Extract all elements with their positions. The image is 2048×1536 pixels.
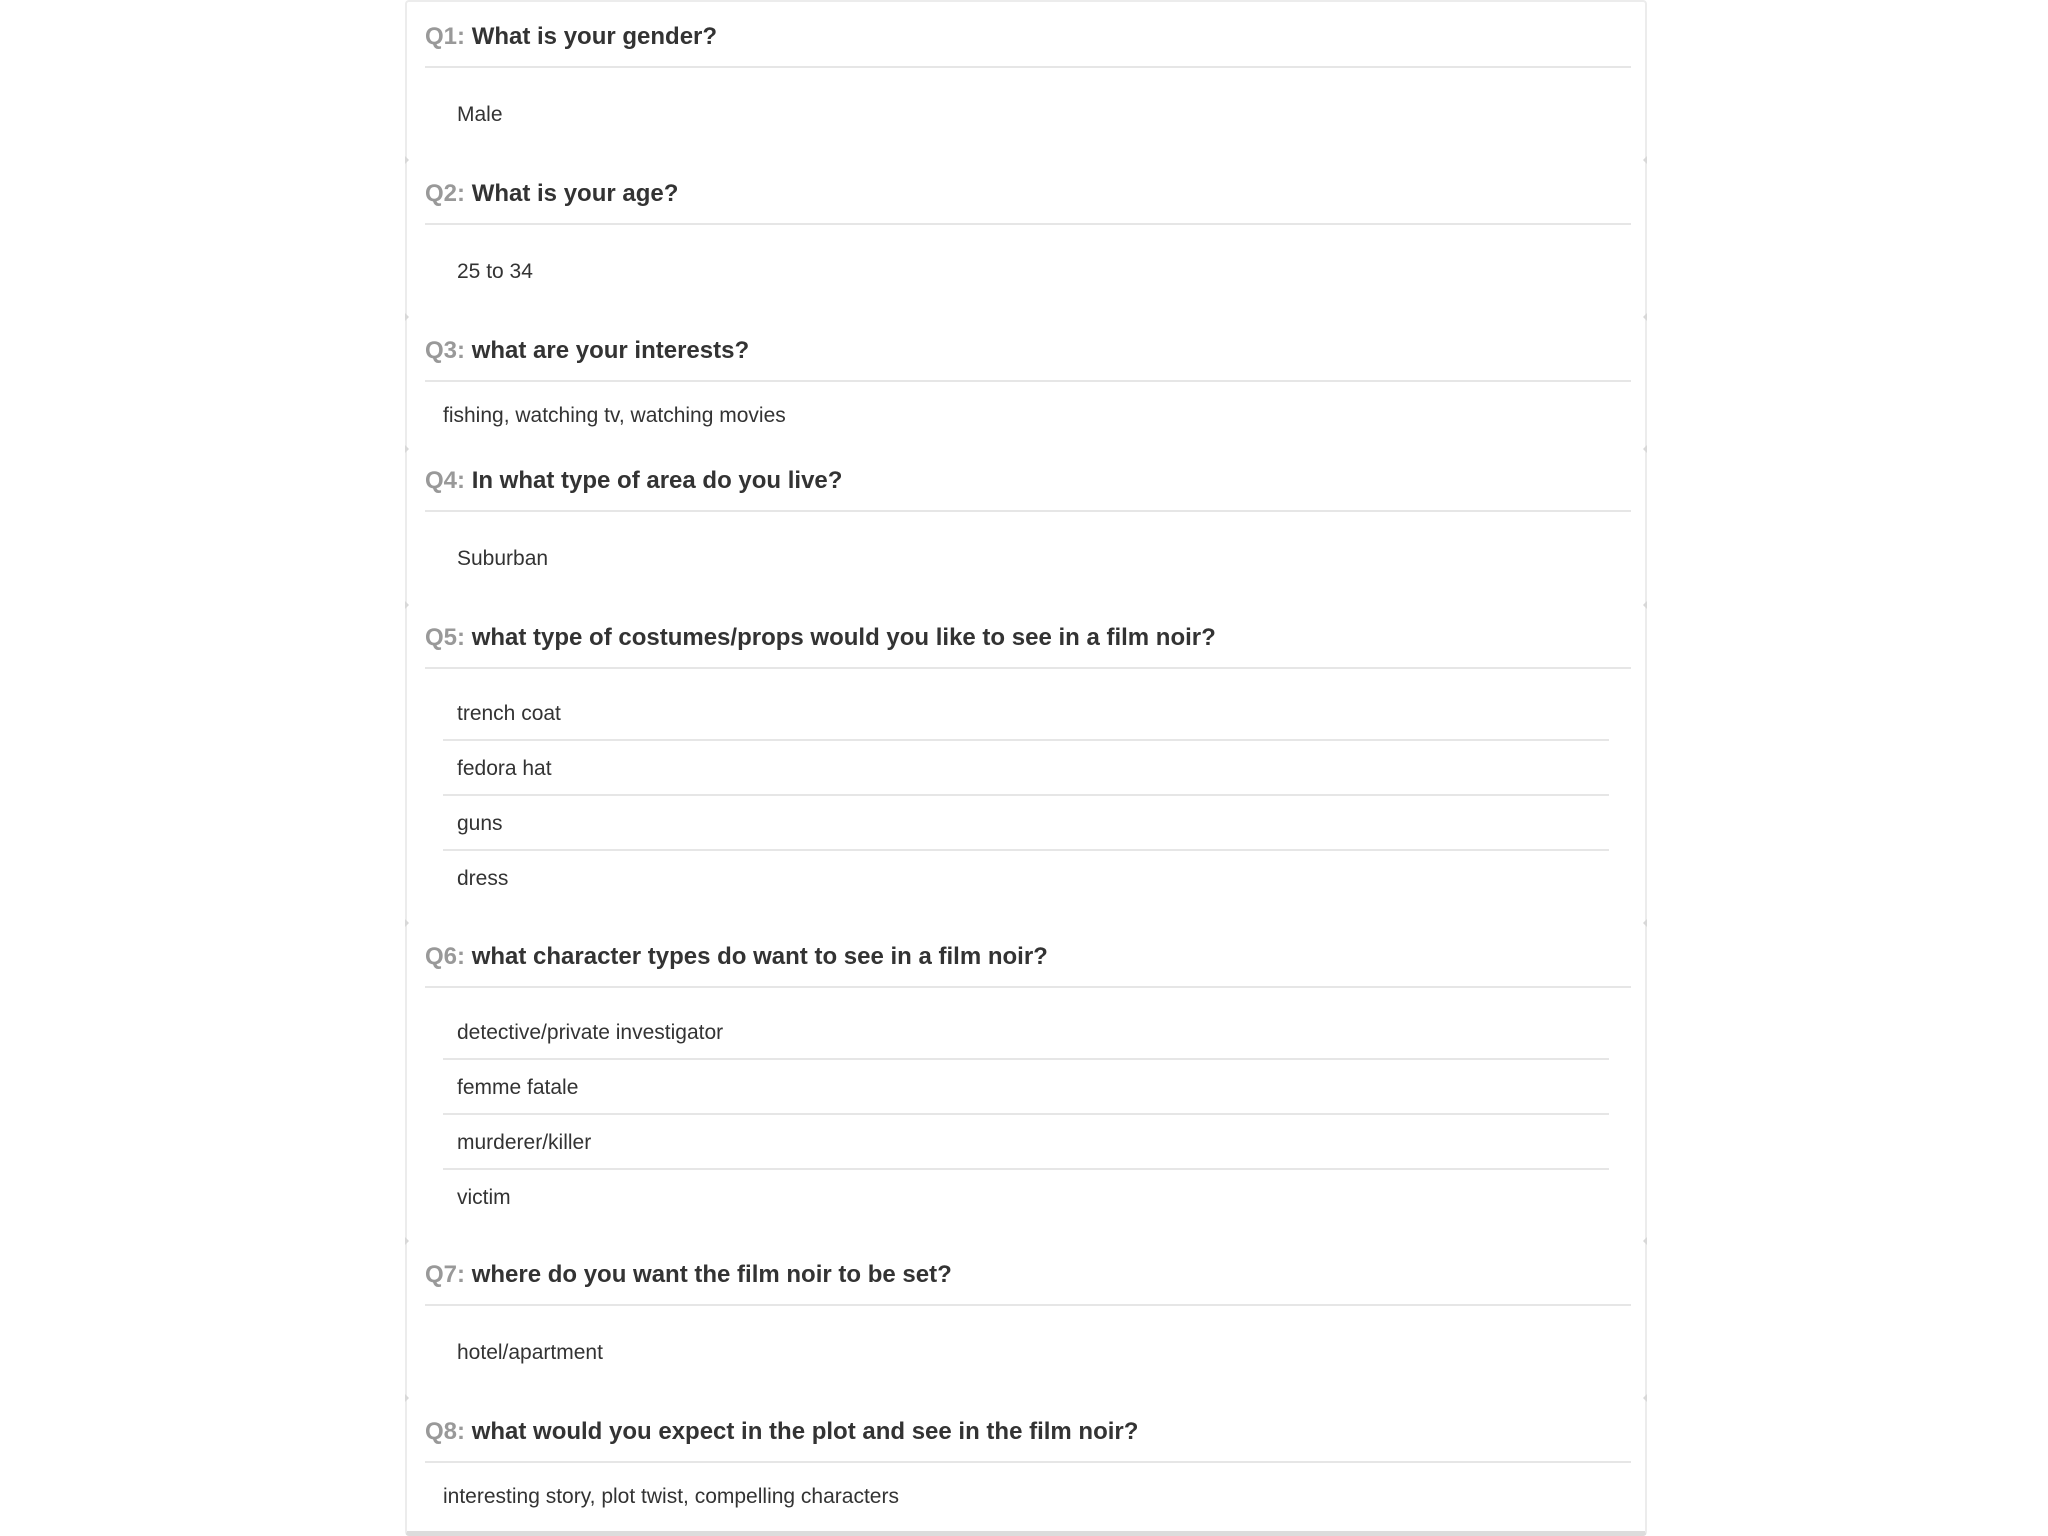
answer: hotel/apartment bbox=[457, 1341, 603, 1364]
question-number: Q4: bbox=[425, 467, 466, 494]
answer-item bbox=[443, 851, 1609, 906]
question-header bbox=[425, 159, 1631, 225]
separator-marker bbox=[1643, 445, 1647, 453]
separator-marker bbox=[1643, 919, 1647, 927]
separator-marker bbox=[405, 313, 409, 321]
question-title bbox=[425, 467, 842, 495]
question-title bbox=[425, 1418, 1138, 1446]
question-header bbox=[425, 603, 1631, 669]
answer-item bbox=[443, 796, 1609, 851]
answer-item bbox=[443, 1060, 1609, 1115]
answer: Male bbox=[457, 103, 503, 126]
question-title bbox=[425, 23, 717, 51]
separator-marker bbox=[1643, 601, 1647, 609]
answer-label: victim bbox=[457, 1186, 511, 1209]
question-number: Q7: bbox=[425, 1261, 466, 1288]
question-header bbox=[425, 922, 1631, 988]
question-title bbox=[425, 180, 678, 208]
answer-item bbox=[443, 741, 1609, 796]
question-number: Q3: bbox=[425, 337, 466, 364]
answer-label: femme fatale bbox=[457, 1076, 579, 1099]
question-title bbox=[425, 1261, 952, 1289]
answer-item bbox=[443, 1115, 1609, 1170]
answer-label: trench coat bbox=[457, 702, 561, 725]
question-1 bbox=[425, 2, 1631, 126]
separator-marker bbox=[405, 445, 409, 453]
question-number: Q8: bbox=[425, 1418, 466, 1445]
question-5 bbox=[425, 603, 1631, 890]
question-number: Q2: bbox=[425, 180, 466, 207]
answer-item bbox=[443, 1170, 1609, 1225]
separator-marker bbox=[405, 601, 409, 609]
answer: Suburban bbox=[457, 547, 549, 570]
question-number: Q6: bbox=[425, 943, 466, 970]
question-header bbox=[425, 1397, 1631, 1463]
separator-marker bbox=[405, 1394, 409, 1402]
separator-marker bbox=[1643, 1394, 1647, 1402]
question-3 bbox=[425, 316, 1631, 427]
answer-text: interesting story, plot twist, compelling characters bbox=[443, 1485, 899, 1508]
answer: 25 to 34 bbox=[457, 260, 533, 283]
separator-marker bbox=[1643, 1237, 1647, 1245]
answer-list bbox=[443, 686, 1609, 906]
question-header bbox=[425, 316, 1631, 382]
answer-text: fishing, watching tv, watching movies bbox=[443, 404, 786, 427]
question-number: Q5: bbox=[425, 624, 466, 651]
question-title bbox=[425, 624, 1216, 652]
answer-label: dress bbox=[457, 867, 509, 890]
question-text: In what type of area do you live? bbox=[471, 467, 843, 494]
answer-item bbox=[443, 1005, 1609, 1060]
answer-item bbox=[443, 686, 1609, 741]
question-header bbox=[425, 1240, 1631, 1306]
question-6 bbox=[425, 922, 1631, 1209]
question-header bbox=[425, 2, 1631, 68]
question-text: what type of costumes/props would you like to see in a film noir? bbox=[471, 624, 1216, 651]
question-text: What is your gender? bbox=[471, 23, 718, 50]
question-title bbox=[425, 943, 1048, 971]
survey-responses-panel bbox=[405, 0, 1647, 1536]
answer-label: detective/private investigator bbox=[457, 1021, 724, 1044]
question-text: what are your interests? bbox=[471, 337, 750, 364]
question-text: what would you expect in the plot and see in the film noir? bbox=[471, 1418, 1139, 1445]
separator-marker bbox=[1643, 156, 1647, 164]
answer-label: murderer/killer bbox=[457, 1131, 592, 1154]
separator-marker bbox=[405, 1237, 409, 1245]
question-header bbox=[425, 446, 1631, 512]
separator-marker bbox=[1643, 313, 1647, 321]
question-text: where do you want the film noir to be set? bbox=[471, 1261, 952, 1288]
question-title bbox=[425, 337, 749, 365]
answer-label: guns bbox=[457, 812, 503, 835]
question-text: What is your age? bbox=[471, 180, 679, 207]
question-8 bbox=[425, 1397, 1631, 1508]
question-text: what character types do want to see in a film noir? bbox=[471, 943, 1048, 970]
answer-list bbox=[443, 1005, 1609, 1225]
question-2 bbox=[425, 159, 1631, 283]
question-4 bbox=[425, 446, 1631, 570]
separator-marker bbox=[405, 919, 409, 927]
separator-marker bbox=[405, 156, 409, 164]
answer-label: fedora hat bbox=[457, 757, 552, 780]
question-number: Q1: bbox=[425, 23, 466, 50]
question-7 bbox=[425, 1240, 1631, 1364]
